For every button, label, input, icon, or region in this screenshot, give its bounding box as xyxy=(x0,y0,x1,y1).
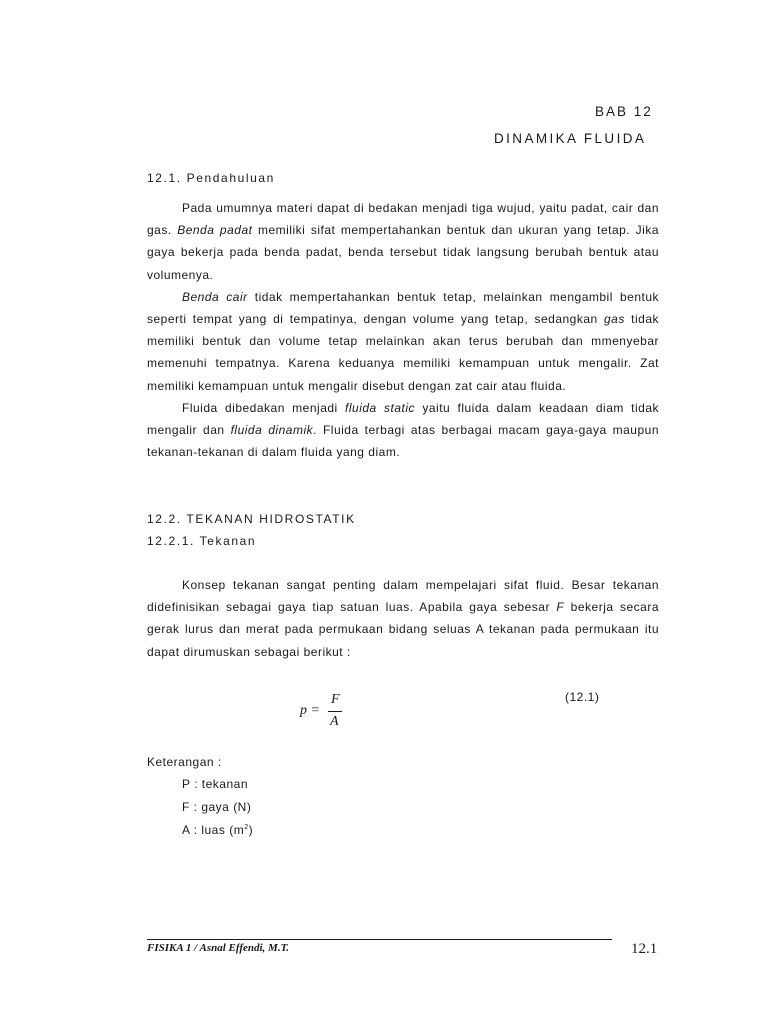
section-heading-pendahuluan: 12.1. Pendahuluan xyxy=(147,171,275,185)
symbol-f: F xyxy=(556,600,565,615)
page-number: 12.1 xyxy=(631,941,658,957)
text-run: memiliki sifat mempertahankan bentuk dan ukuran yang tetap. Jika gaya bekerja pada benda padat, benda tersebut tidak langsung berubah bentuk atau volumenya. xyxy=(147,223,659,282)
paragraph-fluida xyxy=(147,397,659,464)
term-gas: gas xyxy=(604,312,625,327)
equation-denominator: A xyxy=(330,714,339,729)
equation-number: (12.1) xyxy=(565,690,600,704)
legend-title: Keterangan : xyxy=(147,755,222,769)
paragraph-benda-cair xyxy=(147,286,659,397)
legend-item-a xyxy=(182,823,253,837)
legend-item-a-text: A : luas (m xyxy=(182,823,245,837)
footer-author: FISIKA 1 / Asnal Effendi, M.T. xyxy=(147,942,290,954)
legend-item-p: P : tekanan xyxy=(182,777,248,791)
section-1-body xyxy=(147,197,659,463)
text-run: Fluida dibedakan menjadi xyxy=(182,400,346,415)
fraction-bar xyxy=(328,711,342,712)
term-benda-cair: Benda cair xyxy=(182,289,248,304)
section-heading-tekanan-hidrostatik: 12.2. TEKANAN HIDROSTATIK xyxy=(147,512,356,526)
text-run: bekerja secara gerak lurus dan merat pada permukaan bidang seluas A tekanan pada permukaan itu dapat dirumuskan sebagai berikut : xyxy=(147,600,659,659)
text-run: Pada umumnya materi dapat di bedakan menjadi tiga wujud, yaitu padat, cair dan gas. xyxy=(147,201,659,238)
subsection-heading-tekanan: 12.2.1. Tekanan xyxy=(147,534,257,548)
text-run: yaitu fluida dalam keadaan diam tidak mengalir dan xyxy=(147,400,660,438)
chapter-title: DINAMIKA FLUIDA xyxy=(494,131,647,146)
term-fluida-static: fluida static xyxy=(345,400,416,415)
legend-close: ) xyxy=(248,823,254,837)
equation-numerator: F xyxy=(331,692,340,707)
section-2-body xyxy=(147,574,659,663)
text-run: tidak mempertahankan bentuk tetap, melainkan mengambil bentuk seperti tempat yang di tempatinya, dengan volume yang tetap, sedangkan xyxy=(147,289,660,327)
paragraph-konsep-tekanan xyxy=(147,574,659,663)
text-run: . Fluida terbagi atas berbagai macam gaya-gaya maupun tekanan-tekanan di dalam fluida yang diam. xyxy=(147,423,659,460)
legend-item-f: F : gaya (N) xyxy=(182,800,252,814)
text-run: tidak memiliki bentuk dan volume tetap melainkan akan terus berubah dan mmenyebar memenuhi tempatnya. Karena keduanya memiliki kemampuan untuk mengalir. Zat memiliki kemampuan untuk mengalir disebut dengan zat cair atau fluida. xyxy=(147,312,659,393)
chapter-label: BAB 12 xyxy=(595,104,653,119)
legend-superscript: 2 xyxy=(244,824,249,831)
footer-rule xyxy=(147,939,612,940)
text-run: Konsep tekanan sangat penting dalam mempelajari sifat fluid. Besar tekanan didefinisikan sebagai gaya tiap satuan luas. Apabila gaya sebesar xyxy=(147,578,659,615)
equation-lhs: p = xyxy=(300,703,320,718)
term-fluida-dinamik: fluida dinamik xyxy=(230,423,314,438)
term-benda-padat: Benda padat xyxy=(177,223,253,238)
paragraph-wujud-materi xyxy=(147,197,659,286)
